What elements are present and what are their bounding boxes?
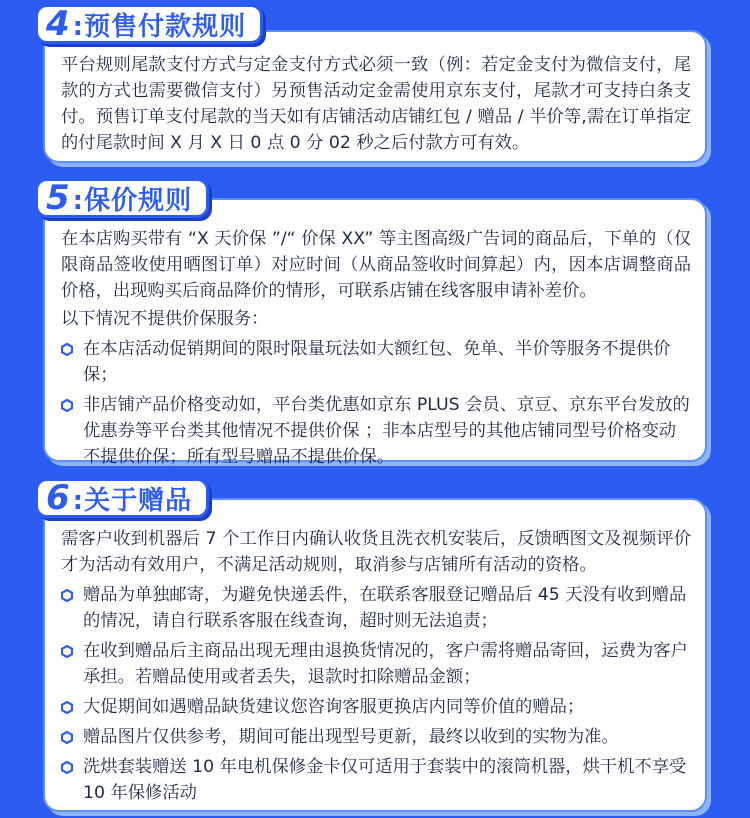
section-6-title: :关于赠品 bbox=[72, 485, 193, 516]
list-item-text: 赠品为单独邮寄，为避免快递丢件，在联系客服登记赠品后 45 天没有收到赠品的情况，请自行联系客服在线查询，超时则无法追责； bbox=[83, 585, 687, 631]
hexagon-bullet-icon bbox=[61, 336, 77, 362]
section-4-text: 平台规则尾款支付方式与定金支付方式必须一致（例：若定金支付为微信支付，尾款的方式也需要微信支付）另预售活动定金需使用京东支付，尾款才可支持白条支付。预售订单支付尾款的当天如有店铺活动店铺红包 / 赠品 / 半价等,需在订单指定的付尾款时间 X 月 X 日 0 点 0 分 02 秒之后付款方可有效。 bbox=[61, 55, 691, 153]
list-item-text: 洗烘套装赠送 10 年电机保修金卡仅可适用于套装中的滚筒机器，烘干机不享受 10 年保修活动 bbox=[83, 757, 687, 803]
list-item-text: 在本店活动促销期间的限时限量玩法如大额红包、免单、半价等服务不提供价保； bbox=[83, 339, 671, 385]
list-item-text: 赠品图片仅供参考，期间可能出现型号更新，最终以收到的实物为准。 bbox=[83, 727, 619, 747]
section-5-card bbox=[43, 198, 707, 467]
hexagon-bullet-icon bbox=[61, 754, 77, 780]
section-6-card bbox=[43, 498, 707, 812]
hexagon-bullet-icon bbox=[61, 392, 77, 418]
section-4-card bbox=[43, 30, 707, 163]
section-4-title: :预售付款规则 bbox=[72, 11, 247, 42]
section-4-badge bbox=[35, 4, 263, 44]
list-item-text: 大促期间如遇赠品缺货建议您咨询客服更换店内同等价值的赠品； bbox=[83, 697, 585, 717]
section-6-intro: 需客户收到机器后 7 个工作日内确认收货且洗衣机安装后，反馈晒图文及视频评价才为活动有效用户，不满足活动规则，取消参与店铺所有活动的资格。 bbox=[61, 529, 691, 575]
section-5-number: 5 bbox=[46, 178, 71, 218]
list-item bbox=[61, 392, 691, 470]
section-4-number: 4 bbox=[46, 4, 71, 44]
list-item bbox=[61, 754, 691, 806]
section-6-badge bbox=[35, 478, 209, 518]
list-item bbox=[61, 694, 691, 720]
section-5-intro: 在本店购买带有 “X 天价保 ”/“ 价保 XX” 等主图高级广告词的商品后，下单的（仅限商品签收使用晒图订单）对应时间（从商品签收时间算起）内，因本店调整商品价格，出现购买后商品降价的情形，可联系店铺在线客服申请补差价。 bbox=[61, 229, 691, 301]
section-6-number: 6 bbox=[46, 478, 71, 518]
list-item-text: 在收到赠品后主商品出现无理由退换货情况的，客户需将赠品寄回，运费为客户承担。若赠品使用或者丢失，退款时扣除赠品金额； bbox=[83, 641, 688, 687]
list-item-text: 非店铺产品价格变动如，平台类优惠如京东 PLUS 会员、京豆、京东平台发放的优惠券等平台类其他情况不提供价保 ；非本店型号的其他店铺同型号价格变动不提供价保；所有型号赠品不提供价保。 bbox=[83, 395, 690, 467]
section-5-badge bbox=[35, 178, 209, 218]
section-5-title: :保价规则 bbox=[72, 185, 193, 216]
hexagon-bullet-icon bbox=[61, 694, 77, 720]
section-5-lead: 以下情况不提供价保服务： bbox=[61, 309, 269, 329]
list-item bbox=[61, 582, 691, 634]
list-item bbox=[61, 336, 691, 388]
hexagon-bullet-icon bbox=[61, 724, 77, 750]
list-item bbox=[61, 638, 691, 690]
list-item bbox=[61, 724, 691, 750]
hexagon-bullet-icon bbox=[61, 638, 77, 664]
hexagon-bullet-icon bbox=[61, 582, 77, 608]
